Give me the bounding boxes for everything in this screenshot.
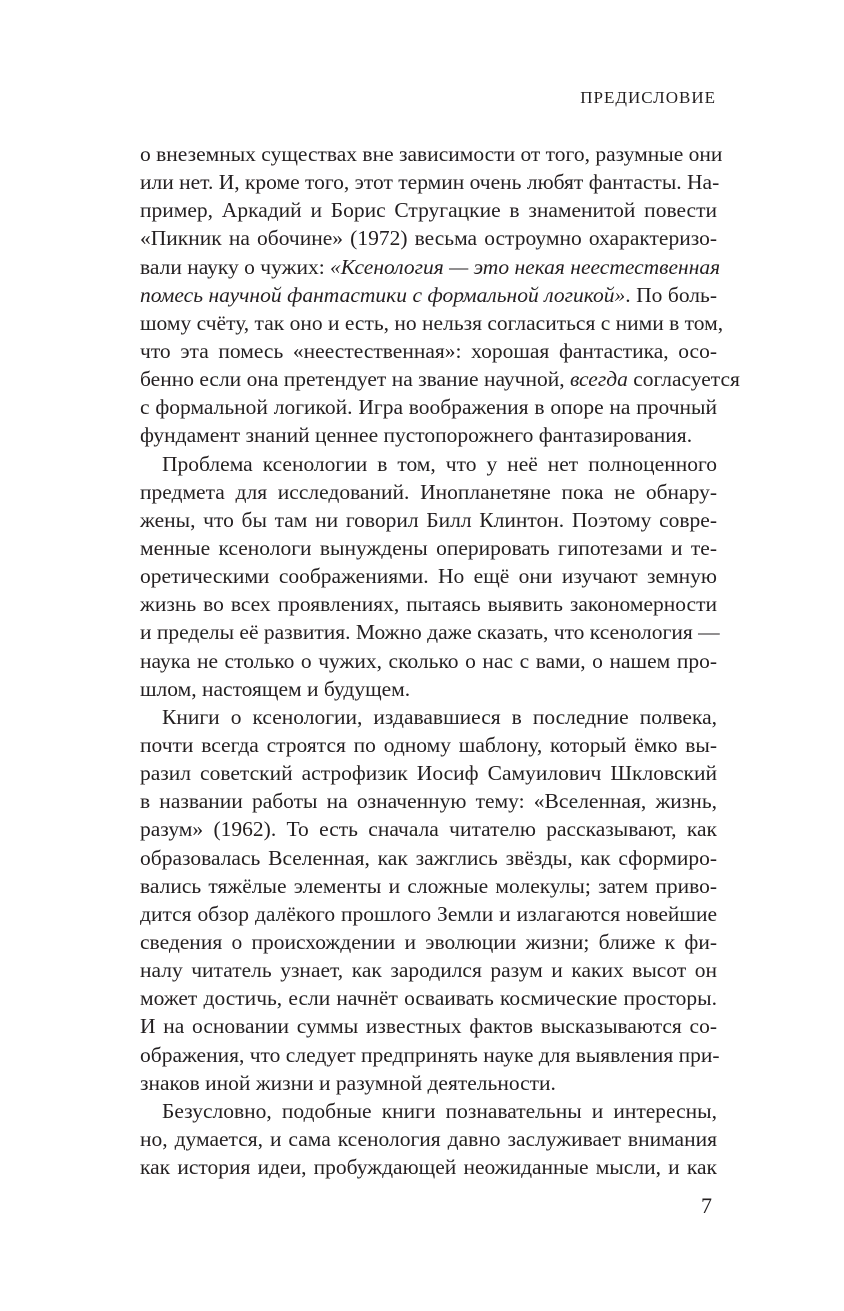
text-segment: предмета для исследований. Инопланетяне пока не обнару- bbox=[140, 479, 717, 504]
text-line bbox=[140, 647, 717, 675]
text-segment: или нет. И, кроме того, этот термин очень любят фантасты. На- bbox=[140, 170, 720, 195]
text-line bbox=[140, 928, 717, 956]
text-line bbox=[140, 562, 717, 590]
text-line bbox=[140, 365, 740, 393]
text-segment: знаков иной жизни и разумной деятельности. bbox=[140, 1070, 556, 1095]
text-segment: И на основании суммы известных фактов высказываются со- bbox=[140, 1014, 717, 1039]
text-line bbox=[140, 450, 717, 478]
text-segment: в названии работы на означенную тему: «Вселенная, жизнь, bbox=[140, 789, 717, 814]
text-line bbox=[140, 196, 717, 224]
text-segment: пример, Аркадий и Борис Стругацкие в знаменитой повести bbox=[140, 198, 717, 223]
text-line bbox=[140, 815, 717, 843]
text-line bbox=[140, 168, 720, 196]
text-line bbox=[140, 759, 717, 787]
text-line bbox=[140, 590, 717, 618]
italic-text: «Ксенология — это некая неестественная bbox=[330, 254, 721, 279]
text-line bbox=[140, 984, 717, 1012]
text-segment: дится обзор далёкого прошлого Земли и излагаются новейшие bbox=[140, 901, 717, 926]
text-line bbox=[140, 1012, 717, 1040]
text-segment: ображения, что следует предпринять науке для выявления при- bbox=[140, 1042, 720, 1067]
text-line bbox=[140, 421, 717, 449]
text-segment: разил советский астрофизик Иосиф Самуилович Шкловский bbox=[140, 761, 717, 786]
text-segment: и пределы её развития. Можно даже сказать, что ксенология — bbox=[140, 620, 720, 645]
text-line bbox=[140, 872, 717, 900]
text-segment: «Пикник на обочине» (1972) весьма остроумно охарактеризо- bbox=[140, 226, 717, 251]
text-line bbox=[140, 393, 717, 421]
text-segment: бенно если она претендует на звание научной, bbox=[140, 367, 570, 392]
text-segment: вали науку о чужих: bbox=[140, 254, 331, 279]
text-line bbox=[140, 675, 717, 703]
text-line bbox=[140, 224, 717, 252]
text-segment: что эта помесь «неестественная»: хорошая фантастика, осо- bbox=[140, 338, 717, 363]
text-segment: с формальной логикой. Игра воображения в опоре на прочный bbox=[140, 395, 717, 420]
text-segment: разум» (1962). То есть сначала читателю рассказывают, как bbox=[140, 817, 717, 842]
body-text bbox=[140, 140, 740, 1181]
text-line bbox=[140, 731, 717, 759]
text-line bbox=[140, 1069, 717, 1097]
text-line bbox=[140, 787, 717, 815]
text-segment: согласуется bbox=[627, 367, 740, 392]
text-segment: сведения о происхождении и эволюции жизни; ближе к фи- bbox=[140, 929, 717, 954]
text-line bbox=[140, 506, 717, 534]
text-line bbox=[140, 1041, 720, 1069]
text-segment: жены, что бы там ни говорил Билл Клинтон. Поэтому совре- bbox=[140, 507, 717, 532]
text-line bbox=[140, 900, 717, 928]
text-segment: Безусловно, подобные книги познавательны и интересны, bbox=[162, 1098, 717, 1123]
text-segment: Книги о ксенологии, издававшиеся в последние полвека, bbox=[162, 704, 717, 729]
italic-text: всегда bbox=[570, 367, 628, 392]
text-segment: оретическими соображениями. Но ещё они изучают земную bbox=[140, 564, 717, 589]
text-line bbox=[140, 844, 717, 872]
text-line bbox=[140, 478, 717, 506]
text-segment: Проблема ксенологии в том, что у неё нет полноценного bbox=[162, 451, 717, 476]
text-line bbox=[140, 1125, 717, 1153]
text-line bbox=[140, 956, 717, 984]
text-segment: менные ксенологи вынуждены оперировать гипотезами и те- bbox=[140, 535, 717, 560]
text-line bbox=[140, 1153, 717, 1181]
text-segment: налу читатель узнает, как зародился разум и каких высот он bbox=[140, 958, 717, 983]
text-line bbox=[140, 534, 717, 562]
text-line bbox=[140, 140, 723, 168]
text-line bbox=[140, 281, 717, 309]
text-segment: о внеземных существах вне зависимости от того, разумные они bbox=[140, 142, 723, 166]
text-line bbox=[140, 309, 724, 337]
text-line bbox=[140, 253, 721, 281]
text-segment: вались тяжёлые элементы и сложные молекулы; затем приво- bbox=[140, 873, 717, 898]
text-line bbox=[140, 1097, 717, 1125]
text-line bbox=[140, 337, 717, 365]
text-segment: может достичь, если начнёт осваивать космические просторы. bbox=[140, 986, 717, 1011]
running-head: ПРЕДИСЛОВИЕ bbox=[580, 88, 716, 107]
text-segment: образовалась Вселенная, как зажглись звёзды, как сформиро- bbox=[140, 845, 717, 870]
text-segment: почти всегда строятся по одному шаблону, который ёмко вы- bbox=[140, 732, 717, 757]
text-segment: наука не столько о чужих, сколько о нас с вами, о нашем про- bbox=[140, 648, 717, 673]
text-segment: . По боль- bbox=[625, 282, 717, 307]
text-segment: жизнь во всех проявлениях, пытаясь выявить закономерности bbox=[140, 592, 717, 617]
text-line bbox=[140, 703, 717, 731]
text-segment: шлом, настоящем и будущем. bbox=[140, 676, 411, 701]
text-segment: как история идеи, пробуждающей неожиданные мысли, и как bbox=[140, 1155, 717, 1180]
italic-text: помесь научной фантастики с формальной логикой» bbox=[140, 282, 626, 307]
text-segment: но, думается, и сама ксенология давно заслуживает внимания bbox=[140, 1126, 717, 1151]
page-number: 7 bbox=[701, 1193, 712, 1218]
text-line bbox=[140, 618, 720, 646]
text-segment: фундамент знаний ценнее пустопорожнего фантазирования. bbox=[140, 423, 693, 448]
text-segment: шому счёту, так оно и есть, но нельзя согласиться с ними в том, bbox=[140, 310, 724, 335]
